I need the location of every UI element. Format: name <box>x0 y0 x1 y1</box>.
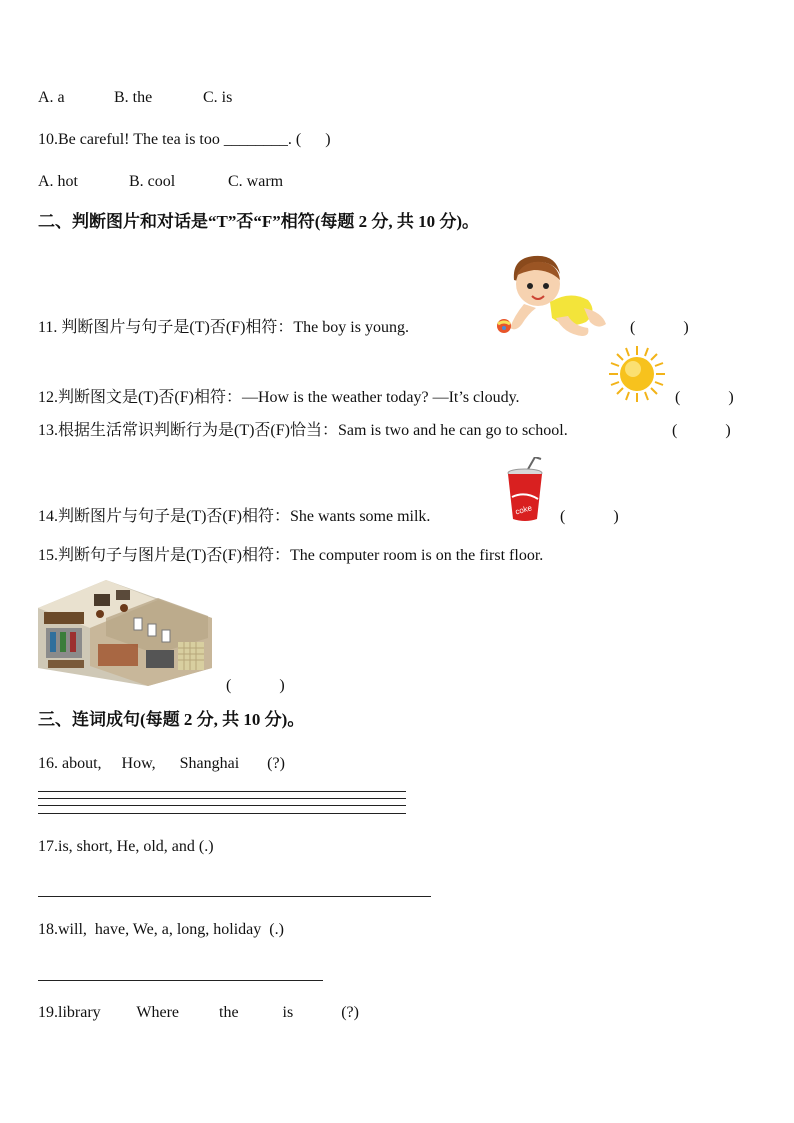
q10-option-a: A. hot <box>38 173 78 190</box>
q10-option-b: B. cool <box>129 173 176 190</box>
q18-text: 18.will, have, We, a, long, holiday (.) <box>38 921 284 938</box>
q16-answer-line-3[interactable] <box>38 805 406 806</box>
q17-answer-line[interactable] <box>38 896 431 897</box>
sun-image <box>608 345 666 403</box>
q19-text: 19.library Where the is (?) <box>38 1004 359 1021</box>
cola-cup-image <box>505 457 545 523</box>
q9-option-a: A. a <box>38 89 65 106</box>
q18-answer-line[interactable] <box>38 980 323 981</box>
q16-answer-line-4[interactable] <box>38 813 406 814</box>
q12-text: 12.判断图文是(T)否(F)相符：—How is the weather today? —It’s cloudy. <box>38 389 520 406</box>
q13-text: 13.根据生活常识判断行为是(T)否(F)恰当：Sam is two and he can go to school. <box>38 422 568 439</box>
q14-answer-paren[interactable]: ( ) <box>560 508 619 525</box>
baby-image <box>494 252 610 344</box>
q13-answer-paren[interactable]: ( ) <box>672 422 731 439</box>
section2-heading: 二、判断图片和对话是“T”否“F”相符(每题 2 分, 共 10 分)。 <box>38 212 480 231</box>
q11-text: 11. 判断图片与句子是(T)否(F)相符：The boy is young. <box>38 319 409 336</box>
q16-text: 16. about, How, Shanghai (?) <box>38 755 285 772</box>
cola-cup-label: coke <box>514 503 533 517</box>
q9-option-c: C. is <box>203 89 233 106</box>
q10-stem: 10.Be careful! The tea is too ________. ( ) <box>38 131 331 148</box>
q10-option-c: C. warm <box>228 173 284 190</box>
q9-option-b: B. the <box>114 89 153 106</box>
q15-text: 15.判断句子与图片是(T)否(F)相符：The computer room is on the first floor. <box>38 547 544 564</box>
section3-heading: 三、连词成句(每题 2 分, 共 10 分)。 <box>38 710 305 729</box>
q15-answer-paren[interactable]: ( ) <box>226 677 285 694</box>
q12-answer-paren[interactable]: ( ) <box>675 389 734 406</box>
q11-answer-paren[interactable]: ( ) <box>630 319 689 336</box>
q16-answer-line-2[interactable] <box>38 798 406 799</box>
q14-text: 14.判断图片与句子是(T)否(F)相符：She wants some milk. <box>38 508 431 525</box>
q16-answer-line-1[interactable] <box>38 791 406 792</box>
school-building-image <box>38 578 212 686</box>
q17-text: 17.is, short, He, old, and (.) <box>38 838 214 855</box>
